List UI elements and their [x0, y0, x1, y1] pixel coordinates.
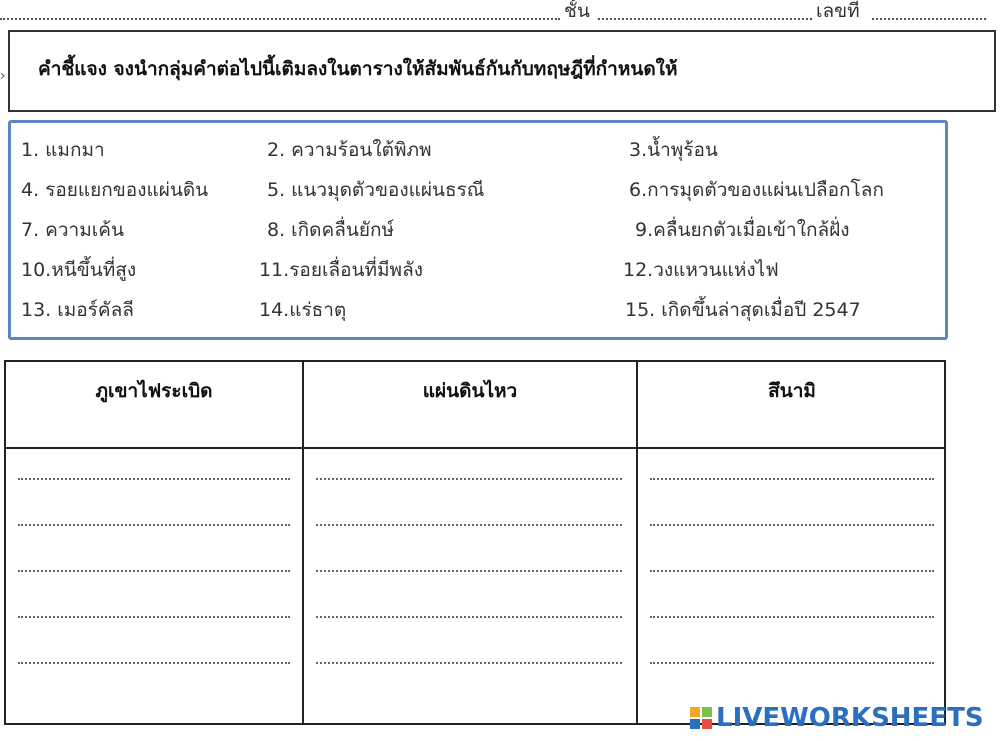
instruction-box — [8, 30, 996, 112]
answer-blank[interactable] — [316, 662, 622, 664]
header-divider — [6, 447, 944, 449]
class-label: ชั้น — [564, 0, 590, 22]
answer-blank[interactable] — [316, 616, 622, 618]
word-item: 13. เมอร์คัลลี — [21, 299, 134, 321]
word-item: 9.คลื่นยกตัวเมื่อเข้าใกล้ฝั่ง — [635, 219, 850, 241]
column-header-earthquake: แผ่นดินไหว — [422, 380, 518, 402]
column-divider — [636, 362, 638, 723]
answer-blank[interactable] — [650, 570, 934, 572]
answer-table — [4, 360, 946, 725]
number-label: เลขที่ — [816, 0, 860, 22]
word-item: 4. รอยแยกของแผ่นดิน — [21, 179, 209, 201]
word-item: 10.หนีขึ้นที่สูง — [21, 259, 137, 281]
word-item: 7. ความเค้น — [21, 219, 124, 241]
answer-blank[interactable] — [316, 478, 622, 480]
name-field[interactable] — [0, 18, 560, 20]
liveworksheets-logo-icon — [690, 707, 712, 729]
answer-blank[interactable] — [650, 478, 934, 480]
answer-blank[interactable] — [316, 524, 622, 526]
word-item: 2. ความร้อนใต้พิภพ — [267, 139, 432, 161]
word-item: 5. แนวมุดตัวของแผ่นธรณี — [267, 179, 485, 201]
liveworksheets-logo-text: LIVEWORKSHEETS — [716, 703, 984, 733]
word-item: 3.น้ำพุร้อน — [629, 139, 718, 161]
word-item: 15. เกิดขึ้นล่าสุดเมื่อปี 2547 — [625, 299, 861, 321]
chevron-right-icon: › — [0, 68, 6, 84]
answer-blank[interactable] — [18, 570, 290, 572]
word-item: 1. แมกมา — [21, 139, 105, 161]
word-item: 11.รอยเลื่อนที่มีพลัง — [259, 259, 423, 281]
word-item: 8. เกิดคลื่นยักษ์ — [267, 219, 395, 241]
word-bank — [8, 120, 948, 340]
liveworksheets-logo — [690, 700, 984, 736]
column-divider — [302, 362, 304, 723]
word-item: 6.การมุดตัวของแผ่นเปลือกโลก — [629, 179, 884, 201]
word-item: 14.แร่ธาตุ — [259, 299, 347, 321]
answer-blank[interactable] — [18, 662, 290, 664]
column-header-volcano: ภูเขาไฟระเบิด — [95, 380, 213, 402]
word-item: 12.วงแหวนแห่งไฟ — [623, 259, 779, 281]
answer-blank[interactable] — [18, 616, 290, 618]
number-field[interactable] — [872, 18, 986, 20]
class-field[interactable] — [598, 18, 812, 20]
answer-blank[interactable] — [18, 524, 290, 526]
answer-blank[interactable] — [650, 616, 934, 618]
column-header-tsunami: สึนามิ — [768, 380, 816, 402]
answer-blank[interactable] — [650, 524, 934, 526]
student-info-header — [0, 0, 1000, 26]
answer-blank[interactable] — [316, 570, 622, 572]
answer-blank[interactable] — [650, 662, 934, 664]
instruction-text: คำชี้แจง จงนำกลุ่มคำต่อไปนี้เติมลงในตารางให้สัมพันธ์กันกับทฤษฎีที่กำหนดให้ — [38, 58, 678, 80]
answer-blank[interactable] — [18, 478, 290, 480]
